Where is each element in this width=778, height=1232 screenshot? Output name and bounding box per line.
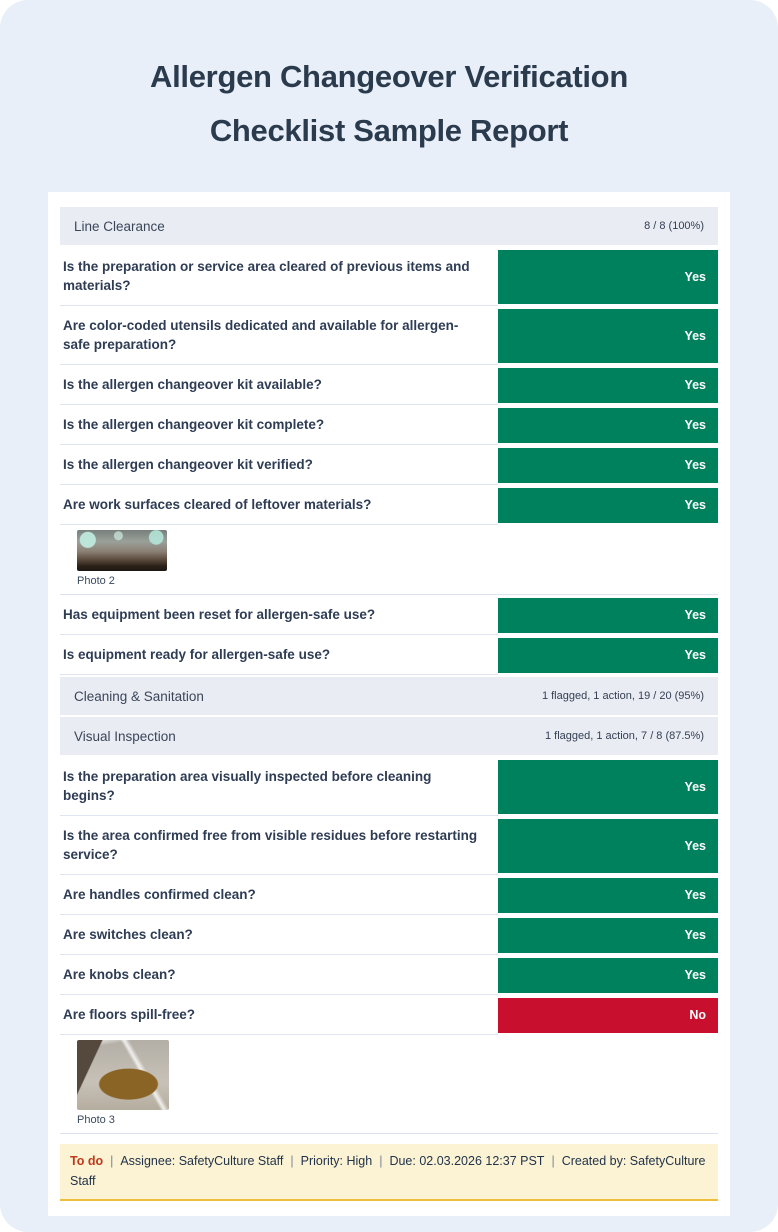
answer-cell [498, 875, 718, 915]
photo-caption: Photo 3 [77, 1114, 115, 1126]
answer-cell [498, 365, 718, 405]
question-cell [60, 485, 498, 525]
section-score: 1 flagged, 1 action, 7 / 8 (87.5%) [545, 730, 704, 742]
todo-field: Created by: SafetyCulture Staff [70, 1154, 706, 1188]
question-row [60, 955, 718, 995]
question-cell [60, 955, 498, 995]
question-text: Is equipment ready for allergen-safe use? [63, 647, 331, 662]
answer-button[interactable]: Yes [498, 760, 718, 814]
answer-cell [498, 247, 718, 306]
answer-button[interactable]: Yes [498, 598, 718, 633]
answer-button[interactable]: Yes [498, 448, 718, 483]
question-row [60, 757, 718, 816]
question-cell [60, 915, 498, 955]
answer-button[interactable]: Yes [498, 309, 718, 363]
section-score: 8 / 8 (100%) [644, 220, 704, 232]
answer-button[interactable]: Yes [498, 958, 718, 993]
todo-bar [60, 1144, 718, 1201]
question-text: Are work surfaces cleared of leftover materials? [63, 497, 372, 512]
question-cell [60, 445, 498, 485]
question-row [60, 405, 718, 445]
answer-cell [498, 485, 718, 525]
question-cell [60, 757, 498, 816]
question-text: Are handles confirmed clean? [63, 887, 256, 902]
question-text: Is the preparation area visually inspected before cleaning begins? [63, 769, 432, 803]
todo-field: Priority: High [300, 1154, 373, 1168]
todo-field: Assignee: SafetyCulture Staff [120, 1154, 284, 1168]
answer-button[interactable]: Yes [498, 638, 718, 673]
question-cell [60, 247, 498, 306]
question-cell [60, 365, 498, 405]
answer-cell [498, 955, 718, 995]
answer-button[interactable]: Yes [498, 488, 718, 523]
todo-separator: | [110, 1154, 114, 1168]
answer-button[interactable]: No [498, 998, 718, 1033]
todo-field: Due: 02.03.2026 12:37 PST [389, 1154, 545, 1168]
question-text: Has equipment been reset for allergen-safe use? [63, 607, 376, 622]
question-row [60, 635, 718, 675]
question-row [60, 595, 718, 635]
question-text: Is the preparation or service area cleared of previous items and materials? [63, 259, 470, 293]
question-cell [60, 875, 498, 915]
answer-cell [498, 405, 718, 445]
question-row [60, 816, 718, 875]
floor-spill-thumbnail[interactable] [77, 1040, 169, 1110]
question-text: Are color-coded utensils dedicated and available for allergen-safe preparation? [63, 318, 459, 352]
answer-cell [498, 816, 718, 875]
question-cell [60, 635, 498, 675]
answer-cell [498, 915, 718, 955]
section-header-row [60, 207, 718, 245]
question-cell [60, 306, 498, 365]
answer-button[interactable]: Yes [498, 408, 718, 443]
report-title-line2: Checklist Sample Report [209, 113, 569, 148]
question-cell [60, 595, 498, 635]
answer-cell [498, 635, 718, 675]
todo-separator: | [551, 1154, 555, 1168]
question-row [60, 875, 718, 915]
answer-cell [498, 445, 718, 485]
report-title-line1: Allergen Changeover Verification [150, 59, 628, 94]
section-header-row [60, 677, 718, 715]
machinery-thumbnail[interactable] [77, 530, 167, 571]
question-cell [60, 995, 498, 1035]
section-label: Visual Inspection [74, 728, 176, 744]
answer-cell [498, 595, 718, 635]
photo-caption: Photo 2 [77, 575, 115, 587]
question-text: Is the area confirmed free from visible residues before restarting service? [63, 828, 478, 862]
question-row [60, 485, 718, 525]
checklist-rows [60, 207, 718, 1134]
answer-button[interactable]: Yes [498, 918, 718, 953]
photo-row [60, 525, 718, 595]
question-row [60, 306, 718, 365]
question-row [60, 247, 718, 306]
question-text: Is the allergen changeover kit available? [63, 377, 322, 392]
question-text: Is the allergen changeover kit verified? [63, 457, 313, 472]
answer-button[interactable]: Yes [498, 819, 718, 873]
section-header-row [60, 717, 718, 755]
section-label: Line Clearance [74, 218, 165, 234]
todo-status-label: To do [70, 1154, 104, 1168]
answer-cell [498, 757, 718, 816]
answer-button[interactable]: Yes [498, 250, 718, 304]
todo-separator: | [379, 1154, 383, 1168]
answer-button[interactable]: Yes [498, 368, 718, 403]
question-text: Are floors spill-free? [63, 1007, 196, 1022]
photo-row [60, 1035, 718, 1134]
question-text: Is the allergen changeover kit complete? [63, 417, 325, 432]
question-text: Are switches clean? [63, 927, 193, 942]
question-cell [60, 816, 498, 875]
section-label: Cleaning & Sanitation [74, 688, 204, 704]
answer-cell [498, 306, 718, 365]
todo-separator: | [290, 1154, 294, 1168]
report-card [48, 192, 730, 1216]
question-row [60, 365, 718, 405]
question-row [60, 995, 718, 1035]
answer-button[interactable]: Yes [498, 878, 718, 913]
question-row [60, 445, 718, 485]
answer-cell [498, 995, 718, 1035]
question-text: Are knobs clean? [63, 967, 176, 982]
section-score: 1 flagged, 1 action, 19 / 20 (95%) [541, 690, 704, 702]
question-row [60, 915, 718, 955]
question-cell [60, 405, 498, 445]
report-title [0, 0, 778, 158]
